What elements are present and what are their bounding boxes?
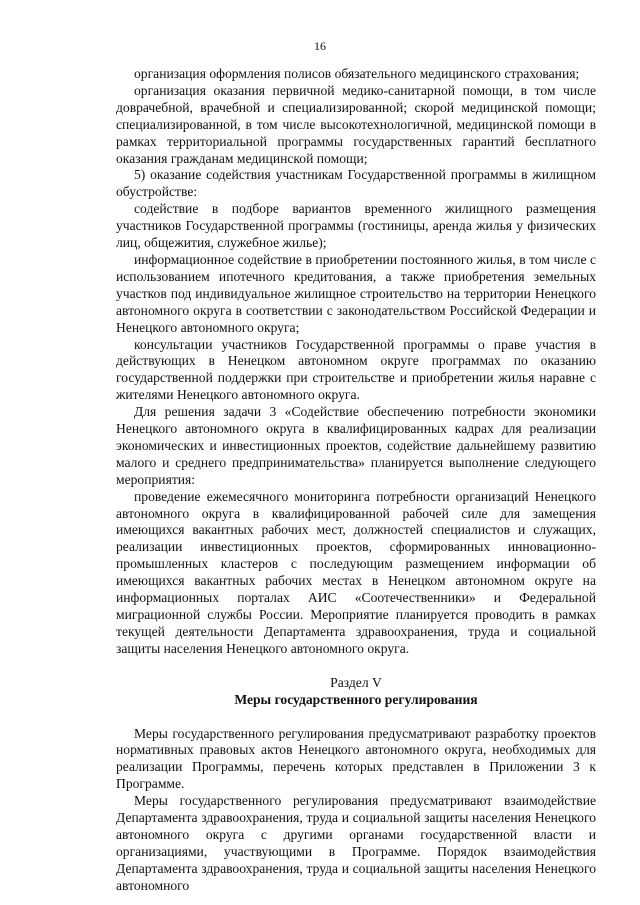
paragraph-policy: организация оформления полисов обязательного медицинского страхования; [134,66,580,81]
page-number: 16 [314,39,326,53]
paragraph-task-3: Для решения задачи 3 «Содействие обеспечению потребности экономики Ненецкого автономного округа в квалифицированных кадрах для реализации экономических и инвестиционных проектов, содействие дальнейшему развитию малого и среднего предпринимательства» планируется выполнение следующего мероприятия: [116,404,596,487]
section-label: Раздел V [330,674,382,690]
paragraph-medical-care: организация оказания первичной медико-санитарной помощи, в том числе доврачебной, врачебной и специализированной; скорой медицинской помощи; специализированной, в том числе высокотехнологичной, медицинской помощи в рамках территориальной программы государственных гарантий бесплатного оказания гражданам медицинской помощи; [116,82,596,166]
paragraph-permanent-housing: информационное содействие в приобретении постоянного жилья, в том числе с использованием ипотечного кредитования, а также приобретения земельных участков под индивидуальное жилищное строительство на территории Ненецкого автономного округа в соответствии с законодательством Российской Федерации и Ненецкого автономного округа; [116,251,596,335]
paragraph-regulation-interaction: Меры государственного регулирования предусматривают взаимодействие Департамента здравоохранения, труда и социальной защиты населения Ненецкого автономного округа с другими органами государственной власти и организациями, участвующими в Программе. Порядок взаимодействия Департамента здравоохранения, труда и социальной защиты населения Ненецкого автономного [116,793,596,893]
paragraph-housing-support: 5) оказание содействия участникам Государственной программы в жилищном обустройстве: [116,167,596,200]
paragraph-regulation-projects: Меры государственного регулирования предусматривают разработку проектов нормативных правовых актов Ненецкого автономного округа, необходимых для реализации Программы, перечень которых представлен в Приложении 3 к Программе. [116,725,596,792]
paragraph-temporary-housing: содействие в подборе вариантов временного жилищного размещения участников Государственной программы (гостиницы, аренда жилья у физических лиц, общежития, служебное жилье); [116,201,596,251]
section-title: Меры государственного регулирования [234,691,478,707]
paragraph-consultations: консультации участников Государственной программы о праве участия в действующих в Ненецком автономном округе программах по оказанию государственной поддержки при строительстве и приобретении жилья наравне с жителями Ненецкого автономного округа. [116,336,596,403]
document-body [116,66,596,895]
paragraph-monitoring: проведение ежемесячного мониторинга потребности организаций Ненецкого автономного округа в квалифицированной рабочей силе для замещения имеющихся вакантных рабочих мест, должностей специалистов и служащих, реализации инвестиционных проектов, сформированных инновационно-промышленных кластеров с последующим размещением информации об имеющихся вакантных рабочих местах в Ненецком автономном округе на информационных порталах АИС «Соотечественники» и Федеральной миграционной службы России. Мероприятие планируется проводить в рамках текущей деятельности Департамента здравоохранения, труда и социальной защиты населения Ненецкого автономного округа. [116,488,596,656]
